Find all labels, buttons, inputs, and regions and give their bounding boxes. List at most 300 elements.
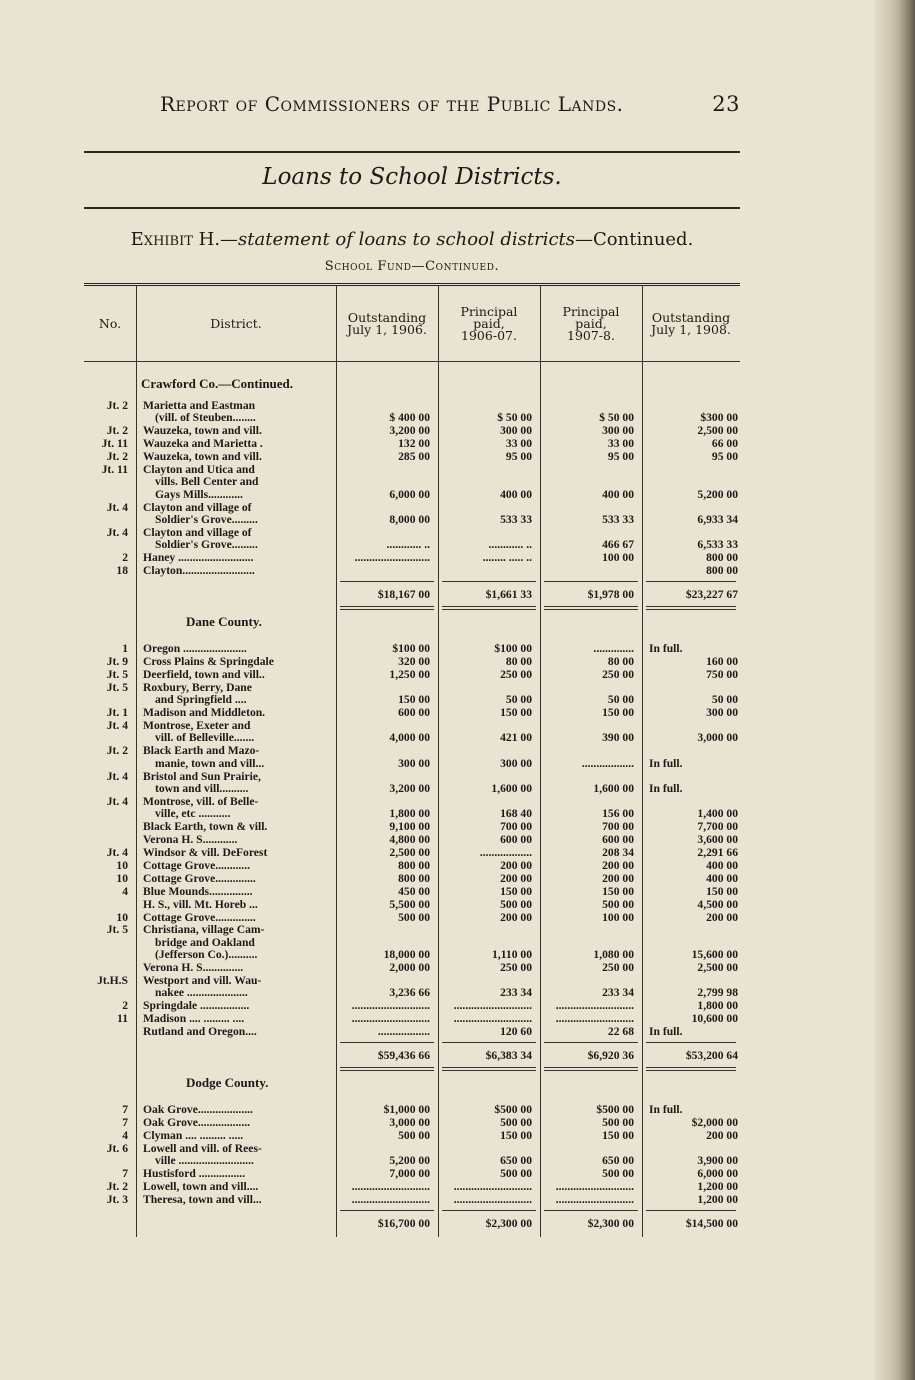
outstanding-1906: 3,236 66 <box>389 986 430 1000</box>
outstanding-1906: 1,800 00 <box>389 807 430 821</box>
paid-1907-08: .............. <box>593 642 634 656</box>
outstanding-1908: 800 00 <box>706 551 738 565</box>
paid-1906-07: 250 00 <box>500 667 532 681</box>
district-name: bridge and Oakland <box>155 935 255 949</box>
paid-1906-07: 1,600 00 <box>491 782 532 795</box>
paid-1907-08: 156 00 <box>602 807 634 821</box>
section-rule <box>84 207 740 209</box>
district-name: Madison and Middleton. <box>143 706 266 720</box>
county-heading: Dodge County. <box>186 1075 269 1090</box>
totals-rule <box>340 1042 434 1043</box>
total-paid-1906-07: $2,300 00 <box>485 1216 532 1230</box>
district-name: Oak Grove................... <box>143 1103 253 1116</box>
section-double-rule <box>646 606 736 607</box>
paid-1906-07: 533 33 <box>500 513 532 527</box>
row-number: 2 <box>122 999 128 1013</box>
paid-1906-07: ........................... <box>453 999 532 1013</box>
outstanding-1908: 6,933 34 <box>697 513 738 527</box>
column-divider <box>642 285 643 1237</box>
totals-rule <box>442 1042 536 1043</box>
outstanding-1908: 15,600 00 <box>691 948 738 962</box>
totals-rule <box>544 1042 638 1043</box>
row-number: Jt. 4 <box>106 846 128 859</box>
total-outstanding-1906: $59,436 66 <box>377 1049 430 1062</box>
total-outstanding-1908: $53,200 64 <box>685 1049 738 1062</box>
district-name: Soldier's Grove......... <box>155 538 258 552</box>
district-name: Blue Mounds............... <box>143 884 253 898</box>
totals-rule <box>442 581 536 582</box>
row-number: 10 <box>116 910 128 924</box>
paid-1907-08: 95 00 <box>607 450 634 464</box>
paid-1907-08: $ 50 00 <box>599 411 634 425</box>
row-number: Jt. 11 <box>101 463 128 476</box>
outstanding-1906: 8,000 00 <box>389 513 430 527</box>
outstanding-1908: In full. <box>649 756 683 770</box>
paid-1907-08: ........................... <box>555 1179 634 1193</box>
paid-1906-07: 95 00 <box>505 450 532 464</box>
outstanding-1906: 5,500 00 <box>389 897 430 911</box>
district-name: Clayton and Utica and <box>143 463 255 476</box>
paid-1907-08: 150 00 <box>602 706 634 720</box>
paid-1907-08: 200 00 <box>602 858 634 872</box>
district-name: H. S., vill. Mt. Horeb ... <box>143 897 258 911</box>
outstanding-1906: ........................... <box>351 1179 430 1193</box>
outstanding-1906: 500 00 <box>398 1128 430 1142</box>
paid-1906-07: 33 00 <box>505 437 532 451</box>
outstanding-1906: 150 00 <box>398 693 430 707</box>
district-name: Lowell and vill. of Rees- <box>143 1141 262 1155</box>
outstanding-1908: In full. <box>649 642 683 656</box>
paid-1906-07: ........................... <box>453 1179 532 1193</box>
section-title: Loans to School Districts. <box>262 164 562 190</box>
exhibit-suffix: Continued. <box>593 229 694 250</box>
outstanding-1908: 200 00 <box>706 1128 738 1142</box>
page-number: 23 <box>712 92 740 116</box>
totals-rule <box>646 1210 736 1211</box>
paid-1906-07: ........ ..... .. <box>482 551 532 565</box>
row-number: Jt. 6 <box>106 1141 128 1155</box>
outstanding-1906: 5,200 00 <box>389 1154 430 1168</box>
section-double-rule <box>340 1070 434 1071</box>
district-name: Montrose, vill. of Belle- <box>143 794 259 808</box>
paid-1906-07: 400 00 <box>500 487 532 501</box>
outstanding-1908: 2,500 00 <box>697 424 738 438</box>
row-number: 18 <box>116 564 128 578</box>
row-number: Jt. 4 <box>106 526 128 539</box>
county-heading: Dane County. <box>186 614 262 630</box>
section-double-rule <box>442 1070 536 1071</box>
row-number: 2 <box>122 551 128 565</box>
row-number: Jt. 9 <box>106 655 128 668</box>
district-name: (Jefferson Co.).......... <box>155 948 258 962</box>
outstanding-1908: 95 00 <box>711 450 738 464</box>
district-name: Cottage Grove.............. <box>143 871 256 885</box>
row-number: 7 <box>122 1103 128 1116</box>
col-header-district: District. <box>210 315 262 331</box>
column-divider <box>438 285 439 1237</box>
paid-1907-08: 300 00 <box>602 424 634 438</box>
column-divider <box>136 285 137 1237</box>
outstanding-1908: 66 00 <box>711 437 738 451</box>
outstanding-1908: 6,533 33 <box>697 538 738 552</box>
paid-1907-08: 100 00 <box>602 910 634 924</box>
col-header-no: No. <box>98 315 122 331</box>
district-name: Black Earth, town & vill. <box>143 820 268 834</box>
row-number: 11 <box>117 1012 128 1026</box>
outstanding-1908: 3,000 00 <box>697 731 738 745</box>
district-name: Rutland and Oregon.... <box>143 1025 257 1039</box>
district-name: Oak Grove.................. <box>143 1115 251 1129</box>
totals-rule <box>646 1042 736 1043</box>
district-name: Gays Mills............ <box>155 487 243 501</box>
paid-1907-08: 500 00 <box>602 1115 634 1129</box>
total-paid-1906-07: $1,661 33 <box>485 588 532 602</box>
row-number: Jt. 5 <box>106 923 128 937</box>
col-header-outstanding-1906: Outstanding July 1, 1906. <box>347 309 427 337</box>
paid-1906-07: $ 50 00 <box>497 411 532 425</box>
district-name: town and vill.......... <box>155 782 249 795</box>
row-number: 10 <box>116 871 128 885</box>
row-number: 4 <box>122 884 128 898</box>
district-name: and Springfield .... <box>155 693 247 707</box>
paid-1907-08: ........................... <box>555 1012 634 1026</box>
outstanding-1906: 7,000 00 <box>389 1167 430 1180</box>
totals-rule <box>646 581 736 582</box>
paid-1906-07: 200 00 <box>500 858 532 872</box>
paid-1906-07: 300 00 <box>500 756 532 770</box>
paid-1907-08: 33 00 <box>607 437 634 451</box>
paid-1907-08: 22 68 <box>607 1025 634 1039</box>
section-double-rule <box>646 1067 736 1068</box>
outstanding-1906: .................. <box>377 1025 430 1039</box>
district-name: Clyman .... ......... ..... <box>143 1128 244 1142</box>
district-name: Verona H. S.............. <box>143 961 244 975</box>
district-name: Windsor & vill. DeForest <box>143 846 268 859</box>
section-double-rule <box>442 609 536 610</box>
paid-1906-07: .................. <box>479 846 532 859</box>
totals-rule <box>544 1210 638 1211</box>
outstanding-1906: 3,200 00 <box>389 424 430 438</box>
outstanding-1906: 450 00 <box>398 884 430 898</box>
loans-table <box>84 283 740 1230</box>
outstanding-1908: 750 00 <box>706 667 738 681</box>
totals-rule <box>442 1210 536 1211</box>
district-name: vills. Bell Center and <box>155 475 259 489</box>
paid-1906-07: 233 34 <box>500 986 532 1000</box>
outstanding-1906: ........................... <box>351 1192 430 1206</box>
outstanding-1908: 1,200 00 <box>697 1179 738 1193</box>
paid-1906-07: 1,110 00 <box>492 948 532 962</box>
paid-1906-07: 50 00 <box>505 693 532 707</box>
outstanding-1906: $1,000 00 <box>383 1103 430 1116</box>
row-number: Jt. 4 <box>106 769 128 783</box>
row-number: 4 <box>122 1128 128 1142</box>
section-double-rule <box>544 609 638 610</box>
outstanding-1908: $2,000 00 <box>691 1115 738 1129</box>
row-number: Jt. 1 <box>106 706 128 720</box>
outstanding-1908: 2,500 00 <box>697 961 738 975</box>
outstanding-1906: ........................... <box>351 999 430 1013</box>
paid-1907-08: 233 34 <box>602 986 634 1000</box>
district-name: Deerfield, town and vill.. <box>143 667 265 681</box>
outstanding-1906: 6,000 00 <box>389 487 430 501</box>
outstanding-1908: 50 00 <box>711 693 738 707</box>
section-double-rule <box>544 606 638 607</box>
district-name: Clayton and village of <box>143 500 252 514</box>
paid-1906-07: 200 00 <box>500 871 532 885</box>
outstanding-1908: 400 00 <box>706 871 738 885</box>
district-name: Roxbury, Berry, Dane <box>143 680 252 694</box>
paid-1907-08: $500 00 <box>596 1103 634 1116</box>
outstanding-1906: 300 00 <box>398 756 430 770</box>
district-name: Soldier's Grove......... <box>155 513 258 527</box>
district-name: Lowell, town and vill.... <box>143 1179 259 1193</box>
district-name: Theresa, town and vill... <box>143 1192 262 1206</box>
outstanding-1906: 800 00 <box>398 871 430 885</box>
outstanding-1906: 800 00 <box>398 858 430 872</box>
outstanding-1906: 600 00 <box>398 706 430 720</box>
row-number: Jt. 2 <box>106 424 128 438</box>
paid-1907-08: 150 00 <box>602 884 634 898</box>
district-name: Marietta and Eastman <box>143 399 256 412</box>
outstanding-1906: 320 00 <box>398 655 430 668</box>
outstanding-1908: 1,200 00 <box>697 1192 738 1206</box>
paid-1907-08: ........................... <box>555 1192 634 1206</box>
outstanding-1906: 132 00 <box>398 437 430 451</box>
paid-1907-08: .................. <box>581 756 634 770</box>
outstanding-1908: 10,600 00 <box>691 1012 738 1026</box>
outstanding-1906: 9,100 00 <box>389 820 430 834</box>
row-number: Jt. 4 <box>106 500 128 514</box>
district-name: Black Earth and Mazo- <box>143 744 260 758</box>
section-double-rule <box>340 609 434 610</box>
district-name: Cottage Grove............ <box>143 858 251 872</box>
district-name: Madison .... ......... .... <box>143 1012 245 1026</box>
outstanding-1906: 4,000 00 <box>389 731 430 745</box>
paid-1907-08: 50 00 <box>607 693 634 707</box>
paid-1906-07: 80 00 <box>505 655 532 668</box>
paid-1907-08: 80 00 <box>607 655 634 668</box>
paid-1907-08: 208 34 <box>602 846 634 859</box>
paid-1906-07: ............ .. <box>488 538 532 552</box>
paid-1906-07: 500 00 <box>500 1115 532 1129</box>
section-double-rule <box>544 1067 638 1068</box>
paid-1907-08: 600 00 <box>602 833 634 847</box>
row-number: 10 <box>116 858 128 872</box>
outstanding-1908: 400 00 <box>706 858 738 872</box>
outstanding-1906: 3,200 00 <box>389 782 430 795</box>
section-double-rule <box>544 1070 638 1071</box>
outstanding-1908: 150 00 <box>706 884 738 898</box>
paid-1907-08: 650 00 <box>602 1154 634 1168</box>
district-name: Hustisford ................ <box>143 1167 246 1180</box>
district-name: Wauzeka, town and vill. <box>143 450 262 464</box>
paid-1906-07: 150 00 <box>500 706 532 720</box>
exhibit-heading <box>84 229 740 250</box>
section-double-rule <box>340 606 434 607</box>
outstanding-1908: 300 00 <box>706 706 738 720</box>
outstanding-1908: 2,799 98 <box>697 986 738 1000</box>
district-name: Clayton......................... <box>143 564 255 578</box>
exhibit-title: —statement of loans to school districts— <box>220 229 594 250</box>
paid-1906-07: 150 00 <box>500 1128 532 1142</box>
outstanding-1908: 160 00 <box>706 655 738 668</box>
district-name: Wauzeka and Marietta . <box>143 437 263 451</box>
district-name: Clayton and village of <box>143 526 252 539</box>
top-rule <box>84 151 740 153</box>
total-paid-1907-08: $6,920 36 <box>587 1049 634 1062</box>
row-number: Jt. 2 <box>106 399 128 412</box>
paid-1906-07: 500 00 <box>500 897 532 911</box>
paid-1906-07: 168 40 <box>500 807 532 821</box>
totals-rule <box>340 581 434 582</box>
paid-1907-08: 150 00 <box>602 1128 634 1142</box>
paid-1907-08: 500 00 <box>602 1167 634 1180</box>
paid-1907-08: 1,080 00 <box>593 948 634 962</box>
outstanding-1908: 800 00 <box>706 564 738 578</box>
subheading: School Fund—Continued. <box>324 259 500 274</box>
district-name: Westport and vill. Wau- <box>143 974 262 987</box>
outstanding-1906: 4,800 00 <box>389 833 430 847</box>
total-outstanding-1908: $14,500 00 <box>685 1216 738 1230</box>
running-head-title: Report of Commissioners of the Public Lands. <box>160 92 624 116</box>
outstanding-1908: $300 00 <box>700 411 738 425</box>
row-number: Jt. 11 <box>101 437 128 451</box>
total-paid-1907-08: $2,300 00 <box>587 1216 634 1230</box>
page-edge-shadow <box>875 0 915 1380</box>
paid-1906-07: 250 00 <box>500 961 532 975</box>
col-header-paid-1906-07: Principal paid, 1906-07. <box>460 303 518 343</box>
outstanding-1906: $100 00 <box>392 642 430 656</box>
district-name: Wauzeka, town and vill. <box>143 424 262 438</box>
total-paid-1906-07: $6,383 34 <box>485 1049 532 1062</box>
outstanding-1908: 3,900 00 <box>697 1154 738 1168</box>
row-number: 1 <box>122 642 128 656</box>
district-name: manie, town and vill... <box>155 756 265 770</box>
outstanding-1906: 1,250 00 <box>389 667 430 681</box>
outstanding-1908: 1,800 00 <box>697 999 738 1013</box>
outstanding-1908: 6,000 00 <box>697 1167 738 1180</box>
total-outstanding-1908: $23,227 67 <box>685 588 738 602</box>
row-number: Jt. 4 <box>106 794 128 808</box>
section-double-rule <box>442 606 536 607</box>
paid-1906-07: ........................... <box>453 1012 532 1026</box>
outstanding-1908: 4,500 00 <box>697 897 738 911</box>
paid-1907-08: 700 00 <box>602 820 634 834</box>
district-name: Verona H. S............ <box>143 833 238 847</box>
row-number: Jt. 2 <box>106 744 128 758</box>
outstanding-1906: 500 00 <box>398 910 430 924</box>
district-name: Springdale ................. <box>143 999 250 1013</box>
total-outstanding-1906: $16,700 00 <box>377 1216 430 1230</box>
row-number: Jt. 4 <box>106 719 128 732</box>
district-name: Christiana, village Cam- <box>143 923 265 937</box>
outstanding-1906: 2,500 00 <box>389 846 430 859</box>
paid-1906-07: 300 00 <box>500 424 532 438</box>
outstanding-1906: 18,000 00 <box>383 948 430 962</box>
outstanding-1908: 3,600 00 <box>697 833 738 847</box>
district-name: Haney .......................... <box>143 551 254 565</box>
district-name: ville, etc ........... <box>155 807 231 821</box>
running-head <box>160 92 740 116</box>
outstanding-1906: ........................... <box>351 1012 430 1026</box>
paid-1907-08: 250 00 <box>602 667 634 681</box>
paid-1906-07: 650 00 <box>500 1154 532 1168</box>
totals-rule <box>544 581 638 582</box>
totals-rule <box>340 1210 434 1211</box>
row-number: Jt. 3 <box>106 1192 128 1206</box>
outstanding-1906: 3,000 00 <box>389 1115 430 1129</box>
outstanding-1908: 200 00 <box>706 910 738 924</box>
column-divider <box>336 285 337 1237</box>
paid-1907-08: 500 00 <box>602 897 634 911</box>
row-number: Jt. 2 <box>106 1179 128 1193</box>
paid-1907-08: 533 33 <box>602 513 634 527</box>
outstanding-1908: 7,700 00 <box>697 820 738 834</box>
outstanding-1908: 2,291 66 <box>697 846 738 859</box>
row-number: 7 <box>122 1167 128 1180</box>
outstanding-1908: In full. <box>649 1025 683 1039</box>
district-name: Oregon ...................... <box>143 642 247 656</box>
outstanding-1908: In full. <box>649 782 683 795</box>
outstanding-1908: 5,200 00 <box>697 487 738 501</box>
paid-1907-08: 466 67 <box>602 538 634 552</box>
district-name: Cross Plains & Springdale <box>143 655 274 668</box>
district-name: (vill. of Steuben........ <box>155 411 256 425</box>
outstanding-1906: 2,000 00 <box>389 961 430 975</box>
total-paid-1907-08: $1,978 00 <box>587 588 634 602</box>
row-number: 7 <box>122 1115 128 1129</box>
paid-1906-07: 200 00 <box>500 910 532 924</box>
section-double-rule <box>646 609 736 610</box>
paid-1906-07: 120 60 <box>500 1025 532 1039</box>
row-number: Jt. 2 <box>106 450 128 464</box>
paid-1907-08: 100 00 <box>602 551 634 565</box>
district-name: nakee ..................... <box>155 986 248 1000</box>
county-heading: Crawford Co.—Continued. <box>141 376 294 391</box>
paid-1906-07: 700 00 <box>500 820 532 834</box>
outstanding-1906: ............ .. <box>386 538 430 552</box>
paid-1906-07: ........................... <box>453 1192 532 1206</box>
paid-1907-08: 400 00 <box>602 487 634 501</box>
paid-1906-07: 600 00 <box>500 833 532 847</box>
paid-1906-07: $100 00 <box>494 642 532 656</box>
section-double-rule <box>442 1067 536 1068</box>
district-name: Cottage Grove.............. <box>143 910 256 924</box>
paid-1907-08: 200 00 <box>602 871 634 885</box>
paid-1906-07: $500 00 <box>494 1103 532 1116</box>
outstanding-1906: .......................... <box>354 551 430 565</box>
total-outstanding-1906: $18,167 00 <box>377 588 430 602</box>
paid-1906-07: 421 00 <box>500 731 532 745</box>
outstanding-1906: $ 400 00 <box>389 411 430 425</box>
district-name: vill. of Belleville....... <box>155 731 255 745</box>
row-number: Jt. 5 <box>106 667 128 681</box>
column-divider <box>540 285 541 1237</box>
outstanding-1908: 1,400 00 <box>697 807 738 821</box>
row-number: Jt.H.S <box>97 974 128 987</box>
district-name: Bristol and Sun Prairie, <box>143 769 261 783</box>
exhibit-prefix: Exhibit H. <box>130 229 221 250</box>
paid-1906-07: 500 00 <box>500 1167 532 1180</box>
paid-1907-08: 250 00 <box>602 961 634 975</box>
row-number: Jt. 5 <box>106 680 128 694</box>
paid-1906-07: 150 00 <box>500 884 532 898</box>
district-name: ville .......................... <box>155 1154 254 1168</box>
col-header-outstanding-1908: Outstanding July 1, 1908. <box>651 309 731 337</box>
paid-1907-08: ........................... <box>555 999 634 1013</box>
district-name: Montrose, Exeter and <box>143 719 251 732</box>
